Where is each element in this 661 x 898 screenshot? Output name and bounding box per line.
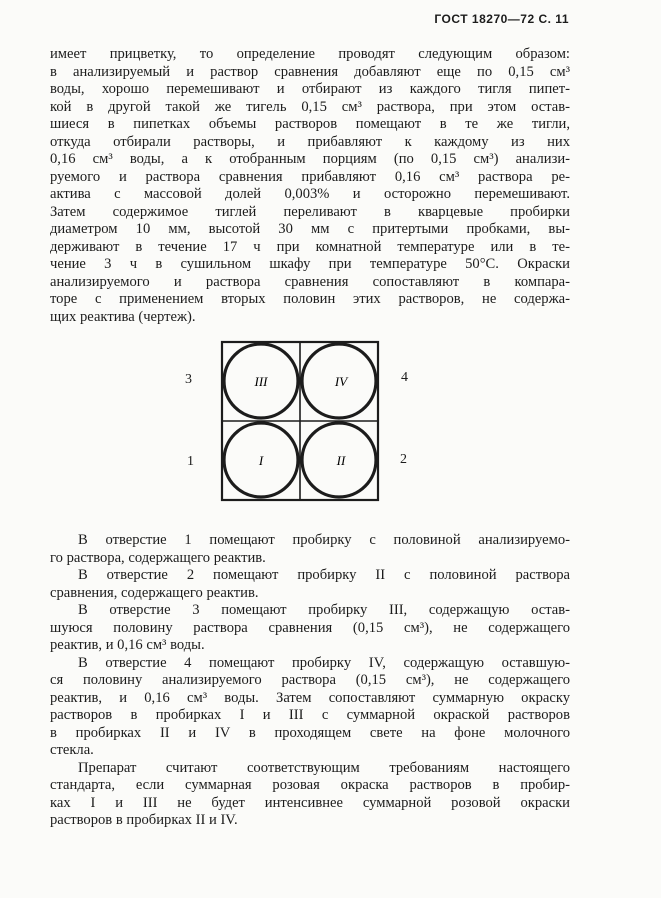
tube-label-III: III <box>254 374 268 389</box>
paragraph <box>50 532 570 567</box>
paragraph-method <box>50 46 570 326</box>
text-line: откуда отбирали растворы, и прибавляют к каждому из них <box>50 133 570 150</box>
text-line: анализируемого и раствора сравнения сопоставляют в компара- <box>50 273 570 290</box>
text-line: держивают в течение 17 ч при комнатной температуре или в те- <box>50 238 570 255</box>
text-line: В отверстие 4 помещают пробирку IV, содержащую оставшую- <box>78 654 570 671</box>
text-line: в анализируемый и раствор сравнения добавляют еще по 0,15 см³ <box>50 63 570 80</box>
hole-number-2: 2 <box>400 452 407 467</box>
tube-label-IV: IV <box>334 374 348 389</box>
tube-label-II: II <box>336 453 346 468</box>
paragraph <box>50 655 570 760</box>
text-line: 0,16 см³ воды, а к отобранным порциям (по 0,15 см³) анализи- <box>50 151 570 167</box>
text-line: В отверстие 2 помещают пробирку II с половиной раствора <box>78 567 570 583</box>
text-line: В отверстие 3 помещают пробирку III, содержащую остав- <box>78 602 570 618</box>
text-line: в пробирках II и IV в проходящем свете на фоне молочного <box>50 724 570 741</box>
paragraph <box>50 567 570 602</box>
text-line: стандарта, если суммарная розовая окраска растворов в пробир- <box>50 777 570 793</box>
text-line: руемого и раствора сравнения прибавляют 0,16 см³ раствора ре- <box>50 168 570 185</box>
hole-number-4: 4 <box>401 370 408 385</box>
text-line: стекла. <box>50 742 94 758</box>
paragraph <box>50 602 570 655</box>
page-header: ГОСТ 18270—72 С. 11 <box>434 12 569 26</box>
hole-number-3: 3 <box>185 372 192 387</box>
text-line: имеет прицветку, то определение проводят следующим образом: <box>50 46 570 62</box>
text-line: актива с массовой долей 0,003% и осторожно перемешивают. <box>50 186 570 202</box>
text-line: сравнения, содержащего реактив. <box>50 584 259 601</box>
text-line: воды, хорошо перемешивают и отбирают из каждого тигля пипет- <box>50 81 570 97</box>
paragraph-procedure <box>50 532 570 830</box>
text-line: растворов в пробирках II и IV. <box>50 812 238 828</box>
text-line: го раствора, содержащего реактив. <box>50 549 266 566</box>
hole-number-1: 1 <box>187 454 194 469</box>
text-line: ках I и III не будет интенсивнее суммарной розовой окраски <box>50 794 570 811</box>
text-line: торе с применением вторых половин этих растворов, не содержа- <box>50 291 570 307</box>
text-line: Затем содержимое тиглей переливают в кварцевые пробирки <box>50 203 570 220</box>
text-line: шуюся половину раствора сравнения (0,15 см³), не содержащего <box>50 619 570 636</box>
text-line: ся половину анализируемого раствора (0,15 см³), не содержащего <box>50 672 570 688</box>
text-line: реактив, и 0,16 см³ воды. Затем сопоставляют суммарную окраску <box>50 689 570 706</box>
comparator-drawing <box>220 340 380 502</box>
text-line: кой в другой такой же тигель 0,15 см³ раствора, при этом остав- <box>50 98 570 115</box>
paragraph <box>50 760 570 830</box>
text-line: диаметром 10 мм, высотой 30 мм с притертыми пробками, вы- <box>50 221 570 237</box>
text-line: растворов в пробирках I и III с суммарной окраской растворов <box>50 707 570 723</box>
tube-label-I: I <box>258 453 264 468</box>
text-line: В отверстие 1 помещают пробирку с половиной анализируемо- <box>78 532 570 548</box>
text-line: чение 3 ч в сушильном шкафу при температуре 50°С. Окраски <box>50 256 570 272</box>
text-line: реактив, и 0,16 см³ воды. <box>50 637 205 653</box>
text-line: шиеся в пипетках объемы растворов помещают в те же тигли, <box>50 116 570 132</box>
comparator-figure <box>220 340 380 502</box>
text-line: Препарат считают соответствующим требованиям настоящего <box>78 759 570 776</box>
text-line: щих реактива (чертеж). <box>50 308 196 325</box>
